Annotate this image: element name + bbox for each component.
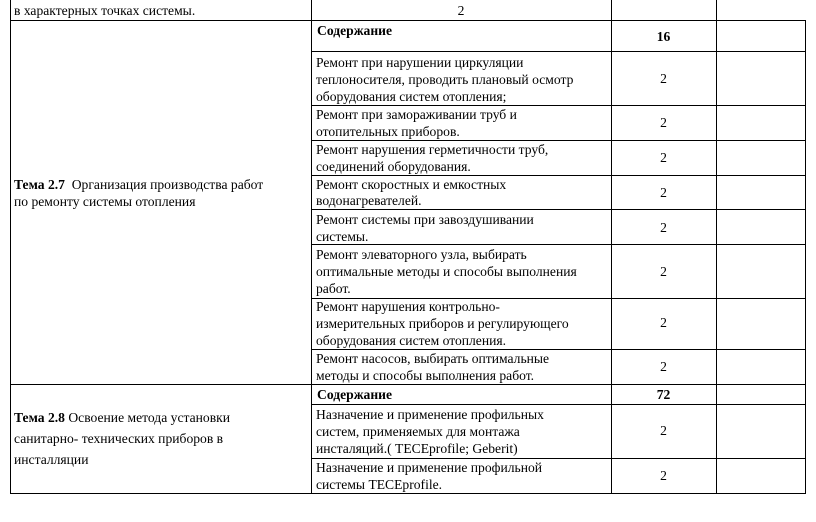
item-hours: 2	[660, 359, 667, 374]
top-row-hours: 2	[457, 3, 465, 18]
topic-27-content-header: Содержание	[317, 23, 393, 38]
topic-27-title-line2: по ремонту системы отопления	[14, 194, 196, 209]
item-text: работ.	[316, 281, 351, 296]
item-text: системы.	[316, 229, 369, 244]
item-text: измерительных приборов и регулирующего	[316, 316, 569, 331]
item-hours: 2	[660, 150, 667, 165]
row-border-27-item4	[311, 209, 806, 210]
item-hours: 2	[660, 185, 667, 200]
topic-28-title-line3: инсталляции	[14, 452, 89, 467]
row-border-28-header	[311, 404, 806, 405]
topic-28-content-header: Содержание	[317, 387, 393, 402]
item-hours: 2	[660, 220, 667, 235]
item-text: оборудования систем отопления;	[316, 89, 507, 104]
item-text: теплоносителя, проводить плановый осмотр	[316, 72, 574, 87]
item-text: оборудования систем отопления.	[316, 333, 507, 348]
item-text: Ремонт элеваторного узла, выбирать	[316, 247, 527, 262]
item-text: отопительных приборов.	[316, 124, 460, 139]
topic-28-title-line1: Освоение метода установки	[68, 410, 230, 425]
item-hours: 2	[660, 71, 667, 86]
table-border-bottom	[10, 493, 806, 494]
item-text: Ремонт нарушения герметичности труб,	[316, 142, 549, 157]
item-text: Ремонт системы при завоздушивании	[316, 212, 534, 227]
item-hours: 2	[660, 115, 667, 130]
row-border-top-row-bottom	[10, 20, 806, 21]
table-border-right	[805, 20, 806, 494]
item-text: инсталяций.( TECEprofile; Geberit)	[316, 441, 518, 456]
topic-27-title-line1: Организация производства работ	[71, 177, 264, 192]
item-text: водонагревателей.	[316, 193, 422, 208]
item-hours: 2	[660, 315, 667, 330]
item-text: Ремонт насосов, выбирать оптимальные	[316, 351, 550, 366]
item-hours: 2	[660, 264, 667, 279]
item-text: методы и способы выполнения работ.	[316, 368, 535, 383]
item-text: Ремонт нарушения контрольно-	[316, 299, 500, 314]
column-divider-extra	[716, 0, 717, 494]
item-text: Назначение и применение профильных	[316, 407, 544, 422]
item-text: Ремонт при нарушении циркуляции	[316, 55, 524, 70]
topic-27-content-hours: 16	[656, 29, 671, 44]
item-text: оптимальные методы и способы выполнения	[316, 264, 577, 279]
topic-28-label: Тема 2.8	[14, 410, 65, 425]
item-hours: 2	[660, 468, 667, 483]
table-border-left	[10, 0, 11, 494]
row-border-27-item5	[311, 244, 806, 245]
row-border-topic27-bottom	[10, 384, 806, 385]
item-text: соединений оборудования.	[316, 159, 471, 174]
topic-28-content-hours: 72	[656, 387, 671, 402]
topic-28-title-line2: санитарно- технических приборов в	[14, 431, 224, 446]
item-hours: 2	[660, 423, 667, 438]
item-text: системы TECEprofile.	[316, 477, 443, 492]
item-text: Ремонт при замораживании труб и	[316, 107, 517, 122]
row-border-27-header	[311, 51, 806, 52]
column-divider-topic	[311, 0, 312, 494]
topic-27-label: Тема 2.7	[14, 177, 65, 192]
top-row-text: в характерных точках системы.	[14, 3, 196, 18]
item-text: систем, применяемых для монтажа	[316, 424, 520, 439]
item-text: Ремонт скоростных и емкостных	[316, 177, 507, 192]
item-text: Назначение и применение профильной	[316, 460, 543, 475]
